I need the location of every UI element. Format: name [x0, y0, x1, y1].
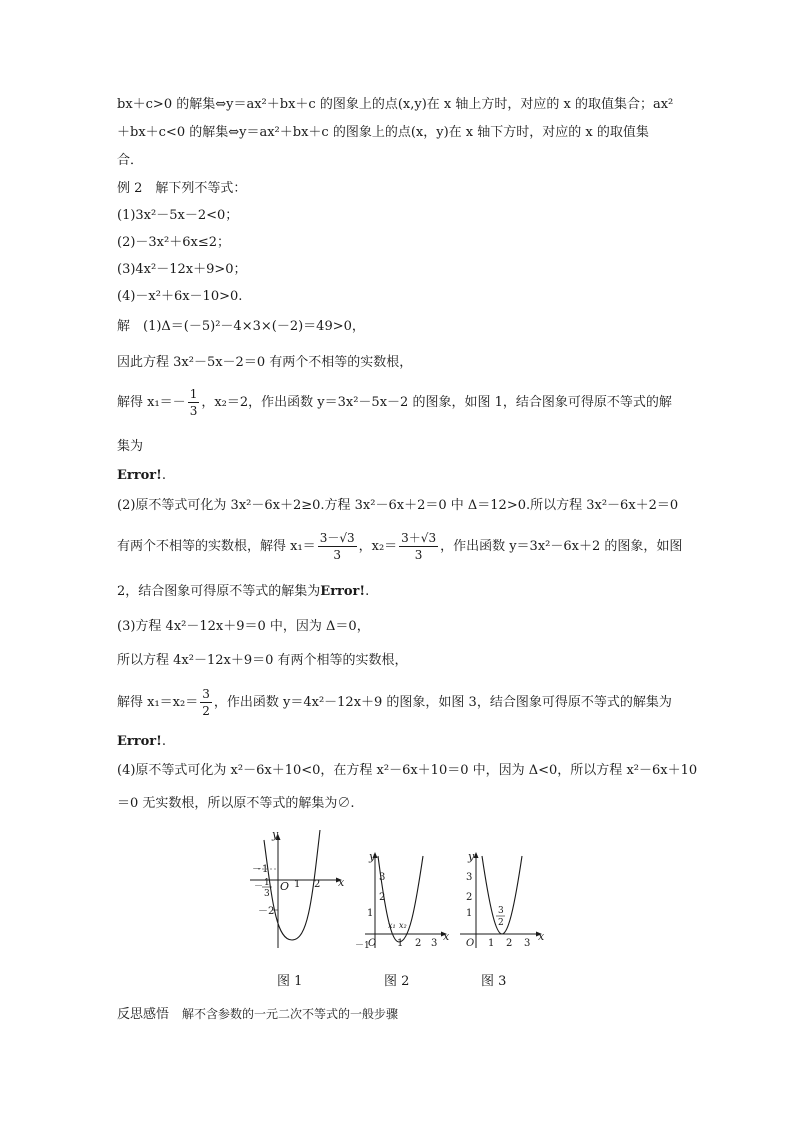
- sol3-text-b: ，作出函数 y＝4x²－12x＋9 的图象，如图 3，结合图象可得原不等式的解集为: [213, 695, 672, 710]
- fraction-denominator: 3: [333, 548, 341, 562]
- sol2-line1: (2)原不等式可化为 3x²－6x＋2≥0.方程 3x²－6x＋2＝0 中 Δ＝12>0.所以方程 3x²－6x＋2＝0: [117, 498, 679, 513]
- error-text: Error!: [117, 734, 162, 749]
- example-item-3: (3)4x²－12x＋9>0；: [117, 262, 247, 277]
- sol1-error: [117, 467, 166, 485]
- x-tick-2: 2: [415, 938, 422, 949]
- sol3-line2: 所以方程 4x²－12x＋9＝0 有两个相等的实数根，: [117, 653, 408, 668]
- figure-1-graph: [250, 830, 350, 950]
- reflection-label: 反思感悟: [117, 1007, 170, 1022]
- x-tick-3: 3: [431, 938, 438, 949]
- parabola-curve: [264, 830, 320, 940]
- sol2-text-b: ，x₂＝: [358, 539, 398, 554]
- sol4-line1: (4)原不等式可化为 x²－6x＋10<0，在方程 x²－6x＋10＝0 中，因为 Δ<0，所以方程 x²－6x＋10: [117, 763, 698, 778]
- sol2-line2: [117, 530, 682, 563]
- root-x2-label: x₂: [399, 921, 407, 930]
- fraction-numerator: 1: [189, 387, 198, 401]
- figure-2: [355, 850, 455, 951]
- sol2-text-e: .: [365, 584, 370, 599]
- figure-2-caption: 图 2: [384, 974, 410, 989]
- y-label: y: [468, 850, 475, 863]
- para1-line2: ＋bx＋c<0 的解集⇔y＝ax²＋bx＋c 的图象上的点(x，y)在 x 轴下方时，对应的 x 的取值集: [117, 125, 649, 140]
- y-tick-1: 1: [466, 908, 473, 919]
- fraction-x2: [399, 530, 438, 563]
- sol1-text-b: ，x₂＝2，作出函数 y＝3x²－5x－2 的图象，如图 1，结合图象可得原不等式的解: [201, 395, 672, 410]
- sol3-error: [117, 733, 166, 751]
- vertex-frac-den: 2: [498, 918, 504, 928]
- y-tick-neg2: －2: [258, 906, 275, 917]
- sol1-line4: 集为: [117, 439, 144, 454]
- y-label: y: [272, 828, 279, 841]
- sol3-line1: (3)方程 4x²－12x＋9＝0 中，因为 Δ＝0，: [117, 619, 370, 634]
- error-text: Error!: [117, 468, 162, 483]
- x-tick-2: 2: [506, 938, 513, 949]
- example-item-4: (4)－x²＋6x－10>0.: [117, 289, 243, 304]
- x-tick-1: 1: [488, 938, 495, 949]
- x-tick-1: 1: [397, 938, 404, 949]
- fraction-numerator: 3: [202, 687, 210, 701]
- fraction-one-third: [188, 386, 200, 419]
- error-text: Error!: [320, 584, 366, 599]
- x-tick-2: 2: [314, 879, 321, 890]
- x-label: x: [338, 876, 345, 889]
- figure-2-graph: [355, 850, 455, 951]
- fraction-x1: [318, 530, 357, 563]
- reflection-text: 解不含参数的一元二次不等式的一般步骤: [182, 1007, 399, 1021]
- origin-label: O: [466, 938, 475, 949]
- sol2-text-c: ，作出函数 y＝3x²－6x＋2 的图象，如图: [440, 539, 683, 554]
- example-item-1: (1)3x²－5x－2<0；: [117, 208, 239, 223]
- y-tick-neg1: －1: [355, 941, 370, 951]
- x-tick-3: 3: [524, 938, 531, 949]
- y-tick-1: 1: [367, 908, 374, 919]
- fraction-numerator: 3＋√3: [401, 531, 437, 545]
- sol3-line3: [117, 686, 672, 719]
- para1-line3: 合．: [117, 153, 144, 168]
- example-item-2: (2)－3x²＋6x≤2；: [117, 235, 230, 250]
- root-x1-label: x₁: [388, 921, 396, 930]
- example-title: 例 2 解下列不等式：: [117, 181, 247, 196]
- figure-3-graph: [460, 850, 550, 950]
- y-tick-3: 3: [379, 872, 386, 883]
- y-tick-2: 2: [379, 892, 386, 903]
- fraction-three-halves: [200, 686, 212, 719]
- sol1-line1: 解 (1)Δ＝(－5)²－4×3×(－2)＝49>0，: [117, 319, 365, 334]
- fraction-numerator: 3－√3: [319, 531, 355, 545]
- x-label: x: [538, 930, 545, 943]
- x-tick-frac-den: 3: [264, 889, 270, 899]
- sol2-line3: [117, 583, 369, 601]
- x-label: x: [443, 930, 450, 943]
- x-tick-1: 1: [294, 879, 301, 890]
- y-tick-2: 2: [466, 892, 473, 903]
- sol1-text-a: 解得 x₁＝－: [117, 395, 186, 410]
- sol1-line3: [117, 386, 672, 419]
- sol2-text-d: 2，结合图象可得原不等式的解集为: [117, 584, 321, 599]
- figure-3: [460, 850, 550, 950]
- fraction-denominator: 3: [414, 548, 423, 562]
- origin-label: O: [368, 938, 377, 949]
- sol4-line2: ＝0 无实数根，所以原不等式的解集为∅.: [117, 796, 355, 811]
- x-tick-frac-num: 1: [264, 878, 270, 888]
- sol3-text-a: 解得 x₁＝x₂＝: [117, 695, 199, 710]
- y-tick-3: 3: [466, 872, 473, 883]
- fraction-denominator: 3: [189, 404, 198, 418]
- fraction-denominator: 2: [202, 704, 210, 718]
- y-axis-arrow: [474, 852, 479, 858]
- para1-line1: bx＋c>0 的解集⇔y＝ax²＋bx＋c 的图象上的点(x,y)在 x 轴上方时，对应的 x 的取值集合；ax²: [117, 97, 674, 112]
- origin-label: O: [280, 880, 290, 893]
- sol1-line2: 因此方程 3x²－5x－2＝0 有两个不相等的实数根，: [117, 355, 413, 370]
- y-tick-neg1: －1: [252, 864, 269, 875]
- x-tick-neg-sign: －: [254, 882, 264, 892]
- reflection-line: [117, 1003, 398, 1022]
- y-label: y: [369, 850, 376, 863]
- sol2-text-a: 有两个不相等的实数根，解得 x₁＝: [117, 539, 316, 554]
- error-tail: .: [161, 734, 166, 749]
- vertex-frac-num: 3: [498, 906, 504, 916]
- figure-1: [250, 830, 350, 950]
- figure-1-caption: 图 1: [277, 974, 303, 989]
- error-tail: .: [161, 468, 166, 483]
- figure-3-caption: 图 3: [481, 974, 507, 989]
